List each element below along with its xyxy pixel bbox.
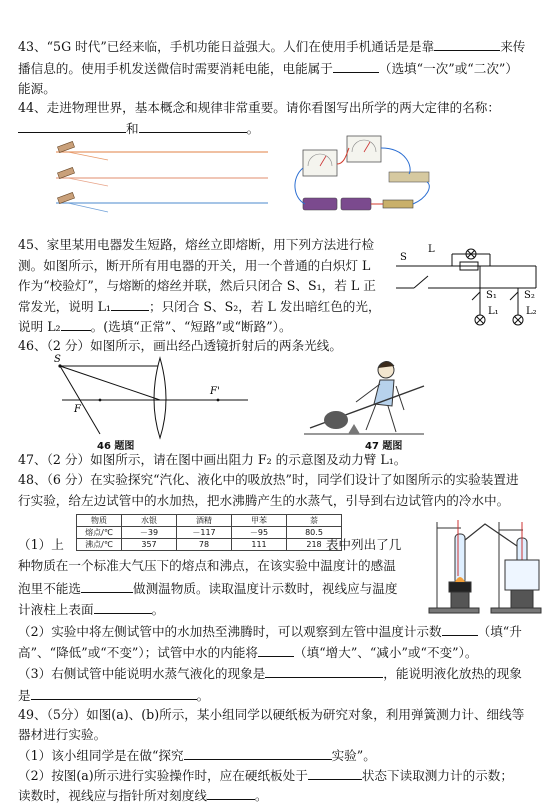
switch-icon [383,200,413,208]
q48-p1-line-4: 计液柱上表面 。 [18,602,165,617]
q45-blank-1[interactable] [111,298,149,311]
q46-label-s: S [54,354,61,365]
q45-line-1: 45、家里某用电器发生短路，熔丝立即熔断，用下列方法进行检 [18,237,375,252]
q48-line-1: 48、（6 分）在实验探究“汽化、液化中的吸放热”时，同学们设计了如图所示的实验装置进 [18,472,519,487]
q45-line-5: 说明 L₂ 。(选填“正常”、“短路”或“断路”）。 [18,319,292,334]
q49-p1-line: （1）该小组同学是在做“探究 实验”。 [18,748,376,763]
q49-p2-line-1: （2）按图(a)所示进行实验操作时，应在硬纸板处于 状态下读取测力计的示数； [18,768,513,783]
q48-p1-line-3: 泡里不能选 做测温物质。读取温度计示数时，视线应与温度 [18,581,398,596]
q45-circuit-figure [392,240,542,332]
q45-line-2: 测。如图所示，断开所有用电器的开关，用一个普通的白炽灯 L [18,258,371,273]
battery-icon [303,198,337,210]
q46-label-f-prime: F' [210,386,220,397]
q43-blank-2[interactable] [333,60,379,73]
q48-blank-6[interactable] [31,687,197,700]
q47-caption: 47 题图 [365,441,403,452]
q49-blank-2[interactable] [308,767,362,780]
q44-light-refraction-figure [48,138,272,226]
fulcrum-icon [348,424,360,434]
q48-blank-2[interactable] [94,601,152,614]
q49-line-1: 49、（5分）如图(a)、(b)所示，某小组同学以硬纸板为研究对象，利用弹簧测力计、细线等 [18,707,525,722]
q48-p2-line-2: 高”、“降低”或“不变”）；试管中水的内能将 （填“增大”、“减小”或“不变”）。 [18,645,478,660]
q45-line-4: 常发光，说明 L₁ ；只闭合 S、S₂，若 L 发出暗红色的光， [18,299,381,314]
q48-p1-line-1: （1）上 表中列出了几 [18,537,402,552]
q46-label-f: F [74,404,81,415]
q45-label-s: S [400,252,407,263]
q44-blank-1[interactable] [18,120,126,133]
q49-p2-line-2: 读数时，视线应与指针所对刻度线 。 [18,788,268,803]
q47-line-1: 47、（2 分）如图所示，请在图中画出阻力 F₂ 的示意图及动力臂 L₁。 [18,452,407,467]
q45-blank-2[interactable] [61,318,91,331]
q43-line-2: 播信息的。使用手机发送微信时需要消耗电能，电能属于 （选填“一次”或“二次”） [18,61,518,76]
q43-line-1: 43、“5G 时代”已经来临，手机功能日益强大。人们在使用手机通话是是靠 来传 [18,39,526,54]
q47-lever-figure [300,348,430,440]
table-row: 熔点/℃ －39 －117 －95 80.5 [77,527,342,539]
q48-blank-5[interactable] [265,665,383,678]
q43-blank-1[interactable] [434,38,500,51]
q48-p2-line-1: （2）实验中将左侧试管中的水加热至沸腾时，可以观察到左管中温度计示数 （填“升 [18,624,522,639]
q45-label-s2: S₂ [524,290,535,301]
q44-line-1: 44、走进物理世界，基本概念和规律非常重要。请你看图写出所学的两大定律的名称： [18,100,500,115]
q44-line-2: 和 。 [18,120,259,137]
q48-blank-3[interactable] [442,623,478,636]
q45-label-l2: L₂ [526,306,537,317]
left-test-tube-icon [455,534,465,584]
q49-blank-3[interactable] [207,787,255,800]
q49-line-2: 器材进行实验。 [18,727,107,742]
q48-apparatus-figure [425,516,545,616]
q49-blank-1[interactable] [184,747,332,760]
q48-p1-line-2: 种物质在一个标准大气压下的熔点和沸点，在该实验中温度计的感温 [18,558,396,573]
q46-line-1: 46、（2 分）如图所示，画出经凸透镜折射后的两条光线。 [18,338,342,353]
table-row: 物质 水银 酒精 甲苯 萘 [77,515,342,527]
q44-blank-2[interactable] [139,120,247,133]
q45-label-l: L [428,244,435,255]
q45-label-l1: L₁ [488,306,499,317]
q48-blank-4[interactable] [258,644,294,657]
q46-caption: 46 题图 [97,441,135,452]
q44-circuit-photo-figure [287,128,437,228]
stone-icon [324,411,348,429]
q48-line-2: 行实验，给左边试管中的水加热，把水沸腾产生的水蒸气，引导到右边试管内的冷水中。 [18,493,510,508]
table-row: 沸点/℃ 357 78 111 218 [77,539,342,551]
q45-label-s1: S₁ [486,290,497,301]
q45-line-3: 作为“校验灯”，与熔断的熔丝并联，然后只闭合 S、S₁，若 L 正 [18,278,376,293]
convex-lens-icon [154,358,166,438]
q48-p3-line-1: （3）右侧试管中能说明水蒸气液化的现象是 ，能说明液化放热的现象 [18,666,522,681]
q48-blank-1[interactable] [81,580,133,593]
q46-lens-figure [48,352,258,440]
q43-line-3: 能源。 [18,81,56,96]
q48-p3-line-2: 是 。 [18,688,210,703]
